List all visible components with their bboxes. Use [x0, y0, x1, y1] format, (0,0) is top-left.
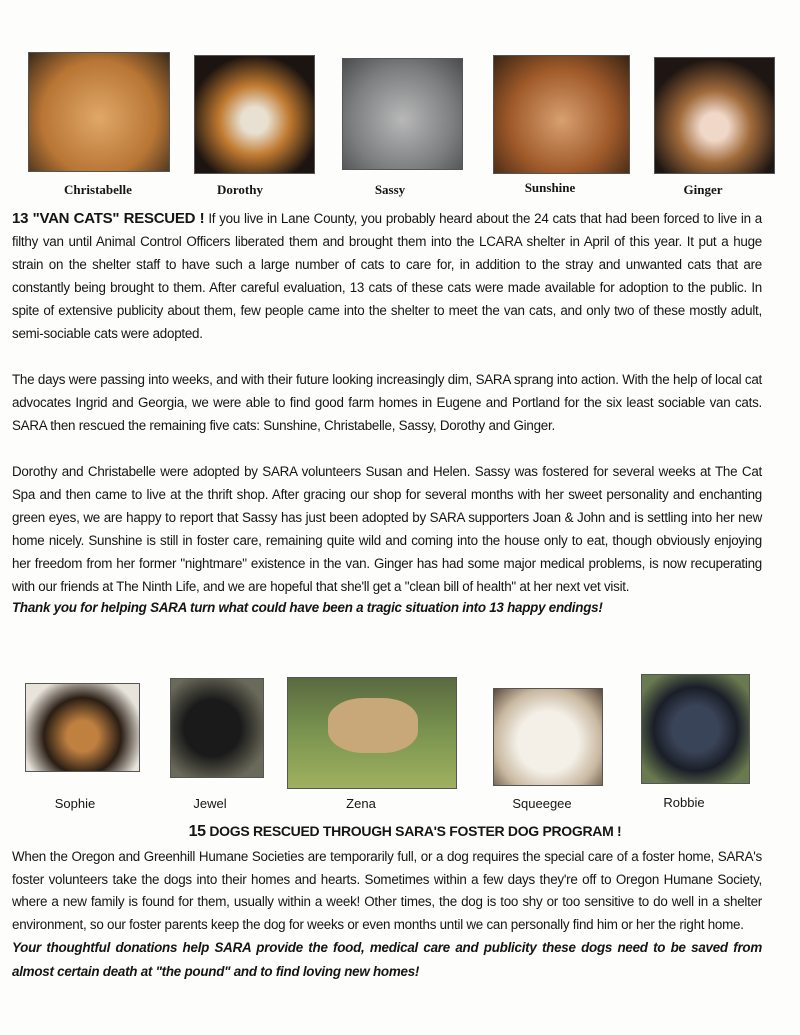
dog-caption: Squeegee — [512, 796, 572, 811]
dog-story — [12, 846, 762, 984]
dog-story-appeal: Your thoughtful donations help SARA provide the food, medical care and publicity these dogs need to be saved from almost certain death at "the pound" and to find loving new homes! — [12, 940, 762, 979]
dog-figure — [328, 698, 418, 753]
cat-caption: Sassy — [374, 182, 406, 197]
cat-photo-sassy — [342, 58, 463, 170]
cat-photo-dorothy — [194, 55, 315, 174]
cat-caption: Dorothy — [217, 182, 263, 197]
dog-photo-robbie — [641, 674, 750, 784]
dog-photo-zena — [287, 677, 457, 789]
dog-photo-squeegee — [493, 688, 603, 786]
cat-story — [12, 207, 762, 618]
cat-caption: Sunshine — [524, 180, 576, 195]
dog-caption: Sophie — [54, 796, 96, 811]
cat-photo-ginger — [654, 57, 775, 174]
dog-caption: Robbie — [663, 795, 705, 810]
cat-story-thanks: Thank you for helping SARA turn what could have been a tragic situation into 13 happy endings! — [12, 600, 603, 615]
dog-photo-jewel — [170, 678, 264, 778]
dog-heading-text: DOGS RESCUED THROUGH SARA'S FOSTER DOG PROGRAM ! — [209, 823, 622, 839]
cat-story-para1-text: If you live in Lane County, you probably heard about the 24 cats that had been forced to live in a filthy van until Animal Control Officers liberated them and brought them into the LCARA shelter in April of this year. It put a huge strain on the shelter staff to have such a large number of cats to care for, in addition to the stray and unwanted cats that are constantly being brought to them. After careful evaluation, 13 cats of these cats were made available for adoption to the public. In spite of extensive publicity about them, few people came into the shelter to meet the van cats, and only two of these mostly adult, semi-sociable cats were adopted. — [12, 211, 762, 341]
cat-photo-sunshine — [493, 55, 630, 174]
cat-story-para3: Dorothy and Christabelle were adopted by SARA volunteers Susan and Helen. Sassy was fostered for several weeks at The Cat Spa and then came to live at the thrift shop. After gracing our shop for several months with her sweet personality and enchanting green eyes, we are happy to report that Sassy has just been adopted by SARA supporters Joan & John and is settling into her new home nicely. Sunshine is still in foster care, remaining quite wild and coming into the house only to eat, though obviously enjoying her freedom from her former "nightmare" existence in the van. Ginger has had some major medical problems, is now recuperating with our friends at The Ninth Life, and we are hopeful that she'll get a "clean bill of health" at her next vet visit. — [12, 464, 762, 594]
dog-count: 15 — [188, 823, 206, 840]
cat-caption: Christabelle — [64, 182, 132, 197]
dog-story-para: When the Oregon and Greenhill Humane Societies are temporarily full, or a dog requires the special care of a foster home, SARA's foster volunteers take the dogs into their homes and hearts. Sometimes within a few days they're off to Oregon Humane Society, where a new family is found for them, usually within a week! Other times, the dog is too shy or too sensitive to do well in a shelter environment, so our foster parents keep the dog for weeks or even months until we can personally find him or her the right home. — [12, 849, 762, 932]
dog-photo-sophie — [25, 683, 140, 772]
dog-caption: Zena — [346, 796, 376, 811]
cat-story-para1 — [12, 207, 762, 345]
dog-story-heading — [0, 823, 800, 841]
cat-caption: Ginger — [683, 182, 723, 197]
cat-photo-christabelle — [28, 52, 170, 172]
cat-story-para2: The days were passing into weeks, and with their future looking increasingly dim, SARA sprang into action. With the help of local cat advocates Ingrid and Georgia, we were able to find good farm homes in Eugene and Portland for the six least sociable van cats. SARA then rescued the remaining five cats: Sunshine, Christabelle, Sassy, Dorothy and Ginger. — [12, 372, 762, 433]
dog-caption: Jewel — [193, 796, 227, 811]
cat-story-headline: 13 "VAN CATS" RESCUED ! — [12, 210, 205, 227]
